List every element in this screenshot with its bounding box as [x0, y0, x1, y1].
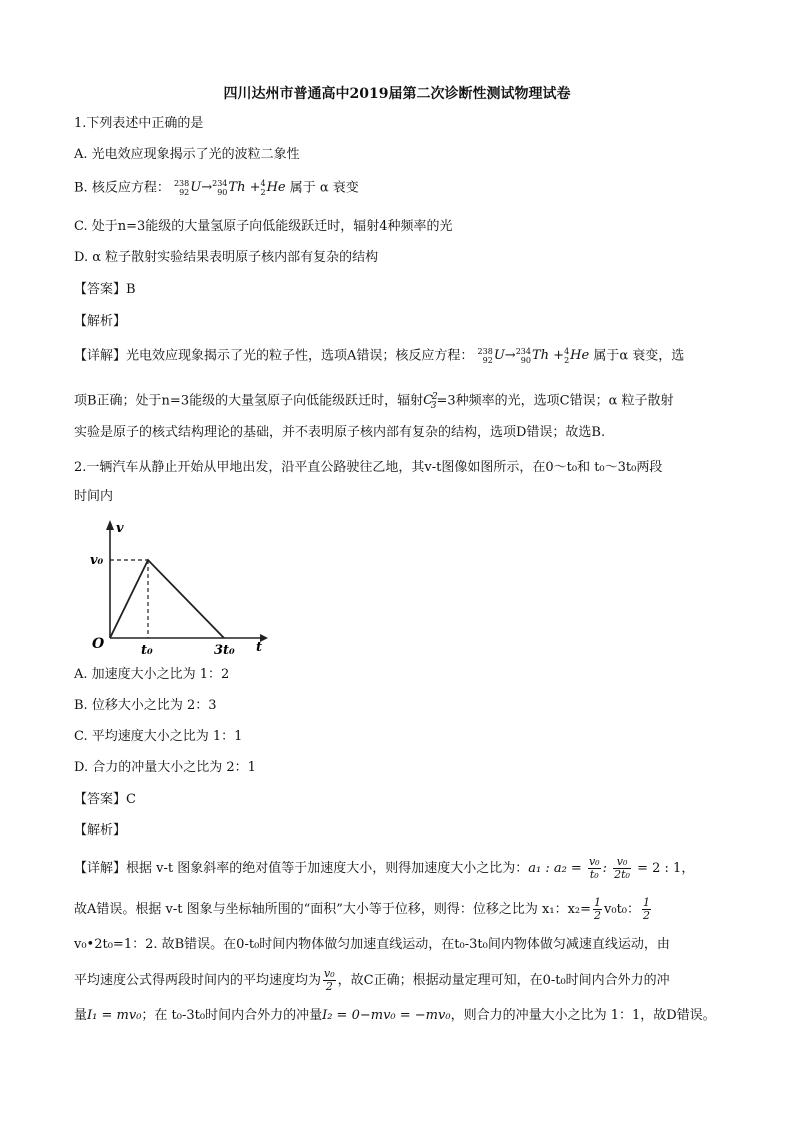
question-1-option-b [74, 178, 359, 199]
vt-line [110, 560, 224, 638]
fraction-v0-2: $\frac{\text{v₀}}{2}$ [324, 967, 335, 993]
question-2-detail-line-3: v₀•2t₀=1：2. 故B错误。在0-t₀时间内物体做匀加速直线运动，在t₀-3t₀间内物体做匀减速直线运动，由 [74, 937, 670, 952]
question-2-stem-line-2: 时间内 [74, 489, 114, 504]
question-2-option-c: C. 平均速度大小之比为 1：1 [74, 729, 243, 744]
question-2-stem-line-1: 2.一辆汽车从静止开始从甲地出发，沿平直公路驶往乙地，其v-t图像如图所示，在0～t₀和 t₀～3t₀两段 [74, 460, 663, 475]
fraction-v0-t0: $\frac{\text{v₀}}{\text{t₀}}$ [588, 855, 600, 881]
question-2-detail-line-4: 平均速度公式得两段时间内的平均速度均为 $\frac{\text{v₀}}{2}$ ，故C正确；根据动量定理可知，在0-t₀时间内合外力的冲 [74, 967, 670, 993]
fraction-half-b: $\frac{1}{2}$ [643, 896, 651, 922]
vt-graph [88, 518, 268, 658]
nuclear-equation-detail: 238 92 U→ 234 90 Th + 4 2 He [477, 346, 590, 365]
question-2-answer: 【答案】C [74, 792, 136, 807]
3t0-label: 3t₀ [214, 643, 235, 658]
question-2-option-d: D. 合力的冲量大小之比为 2：1 [74, 760, 256, 775]
question-2-detail-line-1: 【详解】根据 v-t 图象斜率的绝对值等于加速度大小，则得加速度大小之比为：a₁ : a₂ = $\frac{\text{v₀}}{\text{t₀}}$ : $\frac{\text{v₀}}{\text{2t₀}}$ = 2 : 1， [74, 855, 695, 881]
impulse-2: I₂ = 0−mv₀ = −mv₀ [322, 1008, 451, 1023]
option-b-suffix: 属于 α 衰变 [289, 180, 359, 196]
question-1-answer: 【答案】B [74, 282, 136, 297]
option-b-prefix: B. 核反应方程： [74, 180, 170, 196]
question-1-stem: 1.下列表述中正确的是 [74, 116, 204, 131]
combination-symbol: $C^2_3$ [423, 392, 438, 411]
question-2-detail-line-5: 量I₁ = mv₀；在 t₀-3t₀时间内合外力的冲量I₂ = 0−mv₀ = −mv₀，则合力的冲量大小之比为 1：1，故D错误。 [74, 1008, 716, 1023]
t0-label: t₀ [141, 643, 153, 658]
nuclear-equation: 238 92 U→ 234 90 Th + 4 2 He [173, 178, 286, 197]
question-1-detail-line-1: 【详解】光电效应现象揭示了光的粒子性，选项A错误；核反应方程： 238 92 U→ 234 90 Th + 4 2 He 属于α 衰变，选 [74, 346, 685, 365]
fraction-half-a: $\frac{1}{2}$ [594, 896, 602, 922]
origin-label: O [92, 636, 105, 652]
question-2-option-b: B. 位移大小之比为 2：3 [74, 698, 217, 713]
v-axis-label: v [116, 521, 124, 536]
t-axis-label: t [256, 640, 263, 655]
question-1-analysis-label: 【解析】 [74, 314, 127, 329]
question-1-detail-line-2: 项B正确；处于n=3能级的大量氢原子向低能级跃迁时，辐射$C^2_3=3$种频率的光，选项C错误；α 粒子散射 [74, 392, 674, 411]
question-1-detail-line-3: 实验是原子的核式结构理论的基础，并不表明原子核内部有复杂的结构，选项D错误；故选B. [74, 425, 606, 440]
v-axis-arrow [106, 520, 114, 530]
question-1-option-a: A. 光电效应现象揭示了光的波粒二象性 [74, 147, 300, 162]
question-1-option-d: D. α 粒子散射实验结果表明原子核内部有复杂的结构 [74, 250, 379, 265]
question-2-detail-line-2: 故A错误。根据 v-t 图象与坐标轴所围的“面积”大小等于位移，则得：位移之比为 x₁：x₂= $\frac{1}{2}$ v₀t₀： $\frac{1}{2}$ [74, 896, 651, 922]
v0-label: v₀ [90, 553, 104, 568]
question-2-option-a: A. 加速度大小之比为 1：2 [74, 667, 230, 682]
question-1-option-c: C. 处于n=3能级的大量氢原子向低能级跃迁时，辐射4种频率的光 [74, 219, 453, 234]
impulse-1: I₁ = mv₀ [87, 1008, 142, 1023]
page-title: 四川达州市普通高中2019届第二次诊断性测试物理试卷 [223, 86, 571, 102]
fraction-v0-2t0: $\frac{\text{v₀}}{\text{2t₀}}$ [614, 855, 630, 881]
question-2-analysis-label: 【解析】 [74, 823, 127, 838]
